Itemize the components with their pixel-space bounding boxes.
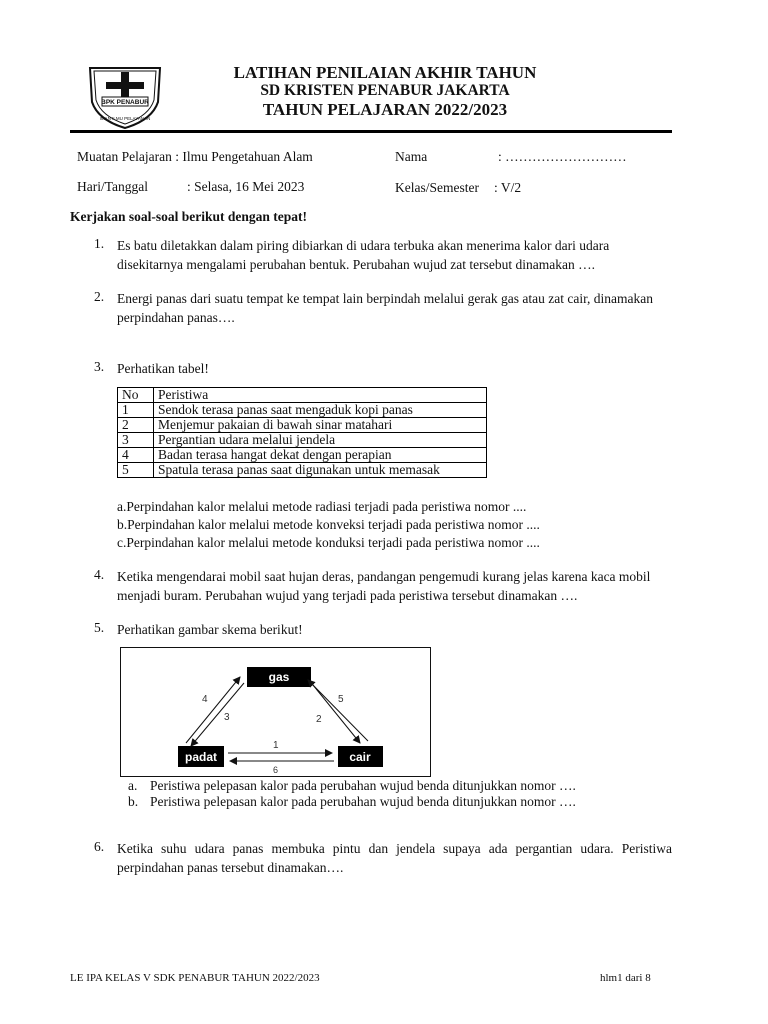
question-number: 1. bbox=[94, 236, 105, 251]
header-divider bbox=[70, 130, 672, 133]
events-table bbox=[117, 387, 487, 478]
table-cell: 5 bbox=[118, 463, 154, 478]
title-exam: LATIHAN PENILAIAN AKHIR TAHUN bbox=[233, 63, 537, 82]
table-header-cell: Peristiwa bbox=[154, 388, 487, 403]
school-logo bbox=[86, 62, 164, 130]
table-cell: Spatula terasa panas saat digunakan untuk memasak bbox=[154, 463, 487, 478]
question-text: Energi panas dari suatu tempat ke tempat lain berpindah melalui gerak gas atau zat cair, dinamakan perpindahan panas…. bbox=[117, 291, 653, 325]
question-text: Ketika mengendarai mobil saat hujan deras, pandangan pengemudi kurang jelas karena kaca mobil menjadi buram. Perubahan wujud yang terjadi pada peristiwa tersebut dinamakan …. bbox=[117, 569, 651, 603]
question-text: Ketika suhu udara panas membuka pintu dan jendela supaya ada pergantian udara. Peristiwa perpindahan panas tersebut dinamakan…. bbox=[117, 841, 672, 875]
label-2: 2 bbox=[316, 714, 322, 725]
table-row bbox=[118, 448, 487, 463]
table-cell: Menjemur pakaian di bawah sinar matahari bbox=[154, 418, 487, 433]
label-6: 6 bbox=[273, 765, 279, 775]
option-letter: b. bbox=[128, 794, 139, 809]
date-label: Hari/Tanggal bbox=[77, 179, 149, 194]
page-number: hlm1 dari 8 bbox=[600, 972, 651, 984]
padat-label: padat bbox=[184, 750, 218, 764]
label-1: 1 bbox=[273, 740, 279, 751]
cair-label: cair bbox=[349, 750, 371, 764]
option-text: Peristiwa pelepasan kalor pada perubahan wujud benda ditunjukkan nomor …. bbox=[150, 794, 576, 809]
table-cell: 1 bbox=[118, 403, 154, 418]
question-number: 3. bbox=[94, 359, 105, 374]
table-cell: 4 bbox=[118, 448, 154, 463]
table-row bbox=[118, 418, 487, 433]
name-field[interactable]: : ……………………… bbox=[498, 149, 627, 164]
table-row bbox=[118, 403, 487, 418]
title-school: SD KRISTEN PENABUR JAKARTA bbox=[260, 82, 510, 99]
class-value: : V/2 bbox=[494, 180, 522, 195]
question-number: 6. bbox=[94, 839, 105, 854]
label-5: 5 bbox=[338, 694, 344, 705]
table-header-row bbox=[118, 388, 487, 403]
sub-question: a.Perpindahan kalor melalui metode radiasi terjadi pada peristiwa nomor .... bbox=[117, 499, 527, 514]
question-text: Es batu diletakkan dalam piring dibiarkan di udara terbuka akan menerima kalor dari udara disekitarnya mengalami perubahan bentuk. Perubahan wujud zat tersebut dinamakan …. bbox=[117, 238, 610, 272]
question-text: Perhatikan tabel! bbox=[117, 361, 209, 376]
question-number: 2. bbox=[94, 289, 105, 304]
label-3: 3 bbox=[224, 712, 230, 723]
option-text: Peristiwa pelepasan kalor pada perubahan wujud benda ditunjukkan nomor …. bbox=[150, 778, 576, 793]
table-cell: 2 bbox=[118, 418, 154, 433]
table-cell: Badan terasa hangat dekat dengan perapian bbox=[154, 448, 487, 463]
sub-question: c.Perpindahan kalor melalui metode konduksi terjadi pada peristiwa nomor .... bbox=[117, 535, 540, 550]
class-label: Kelas/Semester bbox=[395, 180, 479, 195]
table-cell: Pergantian udara melalui jendela bbox=[154, 433, 487, 448]
logo-motto: IMAN ILMU PELAYANAN bbox=[99, 116, 151, 121]
table-row bbox=[118, 433, 487, 448]
question-text: Perhatikan gambar skema berikut! bbox=[117, 622, 303, 637]
name-label: Nama bbox=[395, 149, 428, 164]
table-header-cell: No bbox=[118, 388, 154, 403]
table-cell: 3 bbox=[118, 433, 154, 448]
table-row bbox=[118, 463, 487, 478]
subject-label: Muatan Pelajaran : Ilmu Pengetahuan Alam bbox=[77, 149, 313, 164]
table-cell: Sendok terasa panas saat mengaduk kopi panas bbox=[154, 403, 487, 418]
sub-question: b.Perpindahan kalor melalui metode konveksi terjadi pada peristiwa nomor .... bbox=[117, 517, 540, 532]
logo-text: BPK PENABUR bbox=[101, 99, 149, 106]
option-letter: a. bbox=[128, 778, 138, 793]
title-year: TAHUN PELAJARAN 2022/2023 bbox=[262, 100, 508, 119]
question-number: 5. bbox=[94, 620, 105, 635]
date-value: : Selasa, 16 Mei 2023 bbox=[187, 179, 305, 194]
gas-label: gas bbox=[268, 670, 290, 684]
label-4: 4 bbox=[202, 694, 208, 705]
instruction: Kerjakan soal-soal berikut dengan tepat! bbox=[70, 209, 308, 224]
footer-left: LE IPA KELAS V SDK PENABUR TAHUN 2022/2023 bbox=[70, 972, 320, 984]
state-change-diagram bbox=[120, 647, 431, 777]
question-number: 4. bbox=[94, 567, 105, 582]
